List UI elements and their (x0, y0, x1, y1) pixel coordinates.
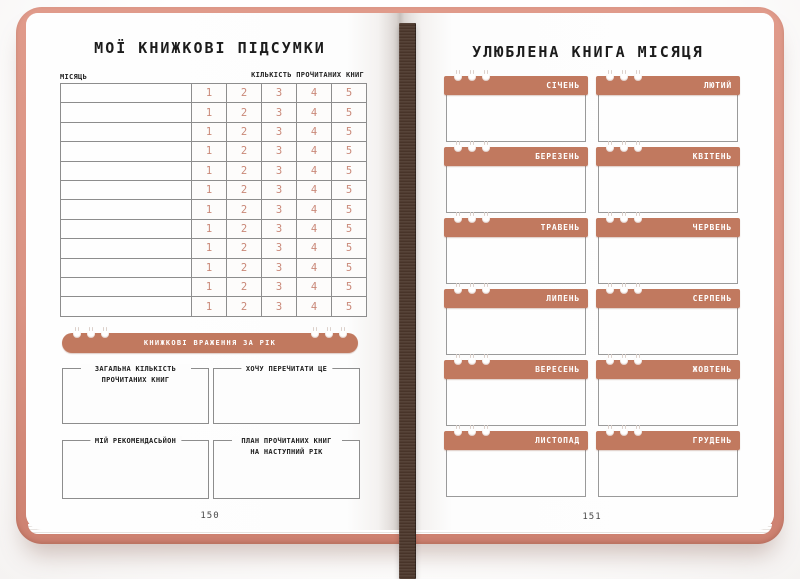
month-label: ВЕРЕСЕНЬ (535, 365, 580, 374)
right-page (400, 13, 774, 530)
rating-cell: 2 (227, 181, 262, 200)
month-card-body (446, 308, 586, 355)
rating-cell: 5 (332, 122, 367, 141)
binder-ring-icon (620, 428, 628, 436)
rating-cell: 1 (192, 219, 227, 238)
month-input-cell (61, 219, 192, 238)
note-box-label: ПЛАН ПРОЧИТАНИХ КНИГ НА НАСТУПНИЙ РІК (232, 436, 342, 458)
rating-cell: 5 (332, 161, 367, 180)
month-card-header (444, 360, 588, 379)
month-input-cell (61, 278, 192, 297)
reading-log-table (60, 83, 367, 317)
month-label: ЖОВТЕНЬ (692, 365, 732, 374)
binder-ring-icon (634, 286, 642, 294)
binder-rings-icon (606, 286, 642, 294)
reading-log-row (61, 84, 367, 103)
rating-cell: 2 (227, 258, 262, 277)
month-card-header (596, 360, 740, 379)
binder-ring-icon (606, 73, 614, 81)
binder-ring-icon (73, 330, 81, 338)
month-card-body (598, 166, 738, 213)
reading-log-row (61, 161, 367, 180)
banner-label: КНИЖКОВІ ВРАЖЕННЯ ЗА РІК (143, 339, 277, 347)
reading-log-row (61, 181, 367, 200)
rating-cell: 5 (332, 278, 367, 297)
binder-ring-icon (454, 286, 462, 294)
month-input-cell (61, 239, 192, 258)
reading-log-row (61, 122, 367, 141)
rating-cell: 5 (332, 200, 367, 219)
rating-cell: 5 (332, 142, 367, 161)
binder-ring-icon (620, 357, 628, 365)
rating-cell: 3 (262, 239, 297, 258)
binder-ring-icon (620, 144, 628, 152)
binder-ring-icon (606, 357, 614, 365)
binder-ring-icon (325, 330, 333, 338)
binder-ring-icon (620, 73, 628, 81)
rating-cell: 2 (227, 161, 262, 180)
binder-rings-icon (311, 330, 347, 338)
month-input-cell (61, 103, 192, 122)
rating-cell: 3 (262, 278, 297, 297)
rating-cell: 3 (262, 181, 297, 200)
month-card (598, 76, 738, 142)
month-card (446, 360, 586, 426)
month-label: КВІТЕНЬ (692, 152, 732, 161)
rating-cell: 4 (297, 84, 332, 103)
binder-ring-icon (87, 330, 95, 338)
reading-log-rows (61, 84, 367, 317)
page-number-right: 151 (582, 512, 602, 522)
binder-ring-icon (468, 357, 476, 365)
binder-rings-icon (454, 286, 490, 294)
month-label: ЛИСТОПАД (535, 436, 580, 445)
month-card (446, 147, 586, 213)
rating-cell: 1 (192, 181, 227, 200)
rating-cell: 3 (262, 258, 297, 277)
rating-cell: 4 (297, 181, 332, 200)
note-box-next-year-plan (213, 437, 360, 499)
month-label: СЕРПЕНЬ (692, 294, 732, 303)
month-input-cell (61, 181, 192, 200)
note-box-label: МІЙ РЕКОМЕНДАСЬЙОН (90, 436, 181, 447)
rating-cell: 3 (262, 142, 297, 161)
binder-rings-icon (454, 215, 490, 223)
month-input-cell (61, 142, 192, 161)
note-box-recommendation (62, 437, 209, 499)
rating-cell: 3 (262, 161, 297, 180)
reading-log-row (61, 258, 367, 277)
rating-cell: 3 (262, 200, 297, 219)
reading-log-row (61, 142, 367, 161)
month-card (446, 76, 586, 142)
rating-cell: 5 (332, 297, 367, 317)
binder-ring-icon (468, 73, 476, 81)
binder-ring-icon (634, 73, 642, 81)
month-card (446, 289, 586, 355)
month-label: ГРУДЕНЬ (692, 436, 732, 445)
binder-ring-icon (454, 73, 462, 81)
rating-cell: 1 (192, 258, 227, 277)
month-card-body (446, 237, 586, 284)
rating-cell: 1 (192, 278, 227, 297)
reading-log-row (61, 239, 367, 258)
rating-cell: 2 (227, 103, 262, 122)
ribbon-bookmark (399, 23, 416, 579)
rating-cell: 5 (332, 181, 367, 200)
month-card (598, 431, 738, 497)
rating-cell: 1 (192, 84, 227, 103)
rating-cell: 4 (297, 200, 332, 219)
month-input-cell (61, 258, 192, 277)
month-card-header (596, 431, 740, 450)
binder-ring-icon (454, 357, 462, 365)
reading-log-row (61, 200, 367, 219)
binder-rings-icon (454, 144, 490, 152)
binder-ring-icon (606, 215, 614, 223)
month-card-header (444, 431, 588, 450)
note-box-label: ХОЧУ ПЕРЕЧИТАТИ ЦЕ (241, 364, 332, 375)
binder-ring-icon (454, 144, 462, 152)
year-impressions-banner (62, 333, 358, 353)
month-input-cell (61, 297, 192, 317)
binder-ring-icon (634, 428, 642, 436)
binder-rings-icon (606, 428, 642, 436)
rating-cell: 4 (297, 103, 332, 122)
binder-rings-icon (606, 144, 642, 152)
binder-ring-icon (634, 357, 642, 365)
binder-ring-icon (468, 144, 476, 152)
month-input-cell (61, 161, 192, 180)
month-card-header (444, 289, 588, 308)
rating-cell: 5 (332, 84, 367, 103)
count-column-label: КІЛЬКІСТЬ ПРОЧИТАНИХ КНИГ (251, 71, 364, 79)
binder-ring-icon (620, 215, 628, 223)
binder-ring-icon (468, 428, 476, 436)
month-label: ЧЕРВЕНЬ (692, 223, 732, 232)
month-card (598, 289, 738, 355)
left-page-title: МОЇ КНИЖКОВІ ПІДСУМКИ (94, 39, 326, 57)
month-card (446, 431, 586, 497)
rating-cell: 5 (332, 219, 367, 238)
month-card-header (596, 147, 740, 166)
rating-cell: 1 (192, 103, 227, 122)
binder-ring-icon (482, 73, 490, 81)
binder-ring-icon (606, 286, 614, 294)
binder-rings-icon (454, 73, 490, 81)
binder-ring-icon (339, 330, 347, 338)
month-card-header (444, 218, 588, 237)
rating-cell: 4 (297, 278, 332, 297)
binder-ring-icon (634, 215, 642, 223)
note-box-total-books (62, 365, 209, 424)
month-card-body (446, 166, 586, 213)
month-label: БЕРЕЗЕНЬ (535, 152, 580, 161)
binder-ring-icon (606, 428, 614, 436)
reading-log-row (61, 278, 367, 297)
rating-cell: 5 (332, 103, 367, 122)
month-card-body (446, 450, 586, 497)
rating-cell: 5 (332, 258, 367, 277)
note-box-reread (213, 365, 360, 424)
binder-rings-icon (606, 357, 642, 365)
reading-log-row (61, 219, 367, 238)
rating-cell: 4 (297, 219, 332, 238)
month-card (598, 218, 738, 284)
month-card-header (596, 218, 740, 237)
binder-ring-icon (482, 357, 490, 365)
month-card-body (598, 450, 738, 497)
rating-cell: 4 (297, 297, 332, 317)
rating-cell: 1 (192, 239, 227, 258)
rating-cell: 3 (262, 219, 297, 238)
month-card-body (446, 95, 586, 142)
rating-cell: 4 (297, 161, 332, 180)
month-card-header (596, 76, 740, 95)
month-card-body (446, 379, 586, 426)
left-page (26, 13, 400, 530)
rating-cell: 2 (227, 122, 262, 141)
rating-cell: 3 (262, 84, 297, 103)
binder-rings-icon (454, 357, 490, 365)
month-card-body (598, 95, 738, 142)
binder-rings-icon (454, 428, 490, 436)
rating-cell: 2 (227, 239, 262, 258)
binder-ring-icon (482, 428, 490, 436)
binder-ring-icon (482, 215, 490, 223)
right-page-title: УЛЮБЛЕНА КНИГА МІСЯЦЯ (472, 43, 704, 61)
rating-cell: 4 (297, 122, 332, 141)
rating-cell: 2 (227, 278, 262, 297)
month-card-body (598, 308, 738, 355)
month-input-cell (61, 200, 192, 219)
month-card (446, 218, 586, 284)
month-cards-grid (446, 76, 738, 497)
month-label: СІЧЕНЬ (546, 81, 580, 90)
rating-cell: 2 (227, 297, 262, 317)
binder-ring-icon (482, 286, 490, 294)
binder-ring-icon (634, 144, 642, 152)
month-label: ТРАВЕНЬ (540, 223, 580, 232)
month-input-cell (61, 122, 192, 141)
rating-cell: 1 (192, 142, 227, 161)
binder-ring-icon (468, 286, 476, 294)
rating-cell: 2 (227, 200, 262, 219)
rating-cell: 2 (227, 84, 262, 103)
rating-cell: 3 (262, 297, 297, 317)
rating-cell: 1 (192, 297, 227, 317)
rating-cell: 1 (192, 161, 227, 180)
month-label: ЛЮТИЙ (703, 81, 732, 90)
month-input-cell (61, 84, 192, 103)
binder-ring-icon (468, 215, 476, 223)
binder-rings-icon (606, 215, 642, 223)
rating-cell: 4 (297, 239, 332, 258)
binder-ring-icon (482, 144, 490, 152)
month-card-body (598, 379, 738, 426)
binder-ring-icon (454, 428, 462, 436)
rating-cell: 1 (192, 200, 227, 219)
rating-cell: 3 (262, 103, 297, 122)
rating-cell: 5 (332, 239, 367, 258)
rating-cell: 4 (297, 258, 332, 277)
month-label: ЛИПЕНЬ (546, 294, 580, 303)
rating-cell: 2 (227, 219, 262, 238)
binder-ring-icon (620, 286, 628, 294)
rating-cell: 4 (297, 142, 332, 161)
note-box-label: ЗАГАЛЬНА КІЛЬКІСТЬ ПРОЧИТАНИХ КНИГ (81, 364, 191, 386)
rating-cell: 1 (192, 122, 227, 141)
rating-cell: 2 (227, 142, 262, 161)
binder-ring-icon (101, 330, 109, 338)
rating-cell: 3 (262, 122, 297, 141)
month-column-label: МІСЯЦЬ (60, 73, 88, 81)
reading-log-row (61, 103, 367, 122)
month-card-body (598, 237, 738, 284)
binder-ring-icon (606, 144, 614, 152)
month-card-header (444, 147, 588, 166)
binder-rings-icon (73, 330, 109, 338)
month-card (598, 360, 738, 426)
binder-rings-icon (606, 73, 642, 81)
month-card-header (444, 76, 588, 95)
month-card-header (596, 289, 740, 308)
page-number-left: 150 (200, 511, 220, 521)
binder-ring-icon (454, 215, 462, 223)
reading-log-row (61, 297, 367, 317)
binder-ring-icon (311, 330, 319, 338)
month-card (598, 147, 738, 213)
